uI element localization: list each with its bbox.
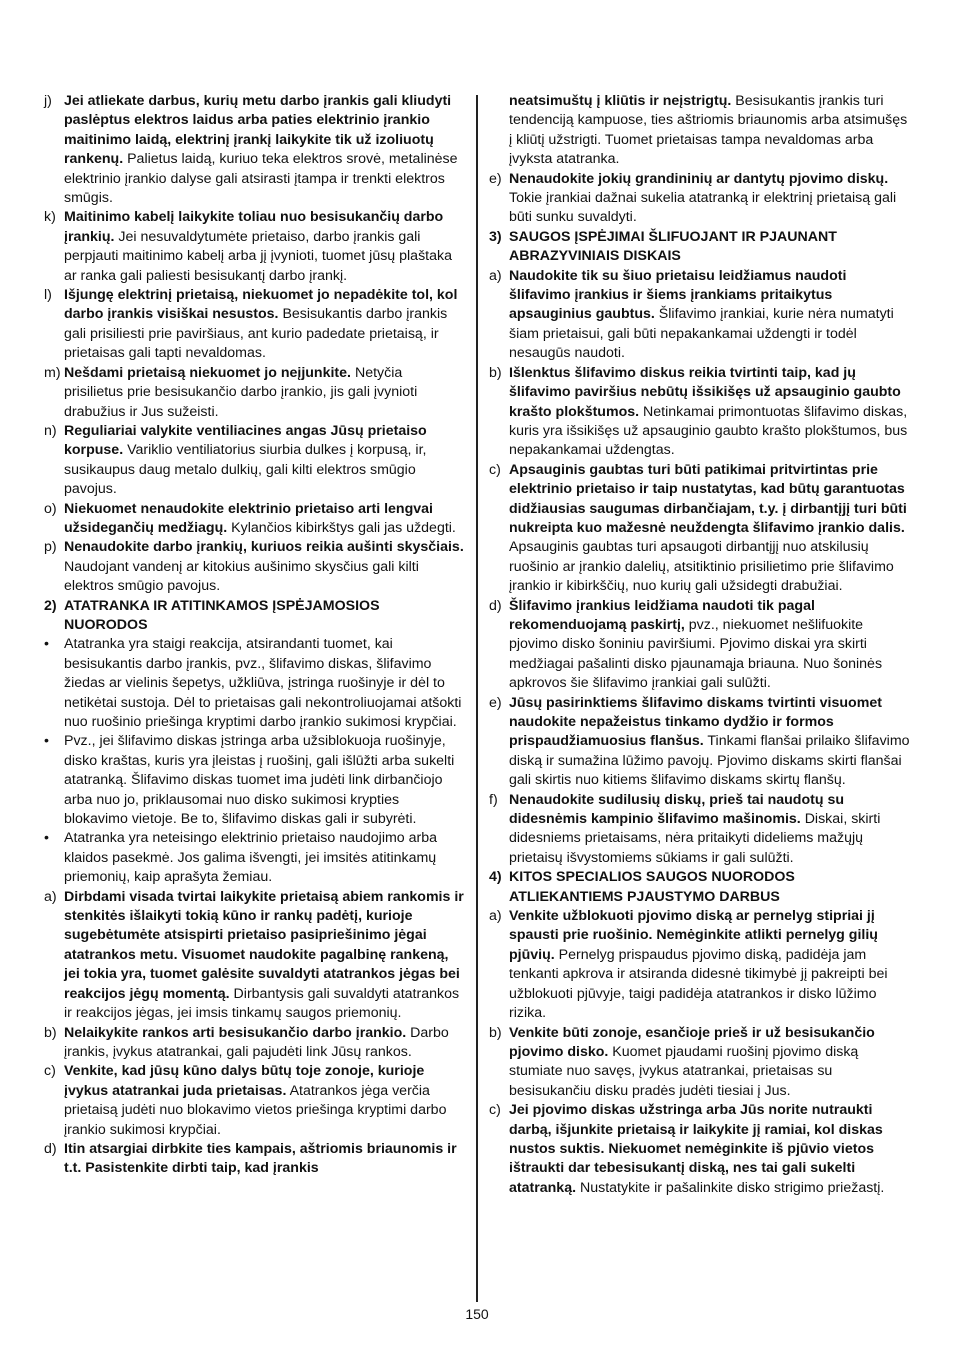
item-text: KITOS SPECIALIOS SAUGOS NUORODOS ATLIEKANTIEMS PJAUSTYMO DARBUS: [509, 869, 795, 905]
item-text: [64, 732, 464, 829]
explanation-text: Pernelyg prispaudus pjovimo diską, padidėja jam tenkanti apkrova ir atsiranda didesnė tikimybė jį pakreipti bei užblokuoti pjūvyje, taigi padidėja atatrankos ir disko lūžimo rizika.: [509, 946, 888, 1022]
section-heading: [489, 228, 911, 267]
item-text: [509, 907, 911, 1023]
item-text: [64, 286, 464, 364]
item-label: p): [44, 539, 57, 556]
list-item: [489, 364, 911, 461]
list-item: [489, 461, 911, 597]
bold-instruction: Jei pjovimo diskas užstringa arba Jūs norite nutraukti darbą, išjunkite prietaisą ir laikykite jį ramiai, kol diskas nustos suktis. Niekuomet nemėginkite iš pjūvio vietos ištraukti dar tebesisukantį diską, nes tai gali sukelti atatranką.: [509, 1102, 883, 1196]
item-text: [64, 1140, 464, 1179]
explanation-text: Besisukantis darbo įrankis gali prisiliesti prie paviršiaus, ant kurio padedate prietaisą, ir prietaisas gali tapti nevaldomas.: [64, 306, 448, 362]
item-label: •: [44, 636, 49, 653]
explanation-text: Nustatykite ir pašalinkite disko strigimo priežastį.: [579, 1179, 885, 1196]
item-text: [64, 1062, 464, 1140]
item-text: [64, 500, 464, 539]
left-column: [44, 92, 464, 1179]
bold-instruction: Jūsų pasirinktiems šlifavimo diskams tvirtinti visuomet naudokite nepažeistus tinkamo dydžio ir formos prispaudžiamuosius flanšus.: [509, 694, 882, 750]
explanation-text: Netyčia prisilietus prie besisukančio darbo įrankio, jis gali įvynioti drabužius ir Jus sužeisti.: [64, 364, 418, 420]
explanation-text: Pvz., jei šlifavimo diskas įstringa arba užsiblokuoja ruošinyje, disko kraštas, kuris yra įleistas į ruošinį, gali išlūžti arba sukelti atatranką. Šlifavimo diskas tuomet ima judėti link dirbančiojo arba nuo jo, priklausomai nuo disko sukimosi krypties blokavimo vietoje. Be to, šlifavimo diskas gali ir subyrėti.: [64, 733, 455, 828]
list-item: [489, 907, 911, 1023]
item-text: [509, 791, 911, 869]
explanation-text: Kylančios kibirkštys gali jas uždegti.: [231, 519, 456, 536]
list-item: [489, 597, 911, 694]
item-label: 4): [489, 869, 502, 886]
page-number: 150: [465, 1306, 489, 1322]
list-item: [44, 500, 464, 539]
explanation-text: Atatranka yra neteisingo elektrinio prietaiso naudojimo arba klaidos pasekmė. Jos galima išvengti, jei imsitės atitinkamų priemonių, kaip aprašyta žemiau.: [64, 830, 438, 886]
explanation-text: Darbo įrankis, įvykus atatrankai, gali pajudėti link Jūsų rankos.: [64, 1024, 449, 1060]
list-item: [44, 732, 464, 829]
item-text: SAUGOS ĮSPĖJIMAI ŠLIFUOJANT IR PJAUNANT ABRAZYVINIAIS DISKAIS: [509, 228, 837, 265]
explanation-text: Apsauginis gaubtas turi apsaugoti dirbantįjį nuo atskilusių ruošinio ar įrankio dalelių, atsitiktinio prisilietimo prie šlifavimo įrankio ir kibirkščių, nuo kurių gali užsidegti drabužiai.: [509, 539, 894, 595]
item-text: [509, 461, 911, 597]
item-text: [509, 694, 911, 791]
list-item: [489, 1024, 911, 1102]
item-label: e): [489, 170, 502, 187]
item-label: b): [489, 1024, 502, 1041]
item-label: l): [44, 287, 52, 304]
item-label: 3): [489, 228, 502, 245]
right-column: [489, 92, 911, 1198]
item-text: [509, 267, 911, 364]
bold-instruction: Apsauginis gaubtas turi būti patikimai pritvirtintas prie elektrinio prietaiso ir taip nustatytas, kad būtų garantuotas didžiausias saugumas dirbančiajam, t.y. į dirbantįjį turi būti nukreipta kuo mažesnė neuždengta šlifavimo įrankio dalis.: [509, 461, 907, 536]
list-item: [44, 208, 464, 286]
explanation-text: Kuomet pjaudami ruošinį pjovimo diską stumiate nuo savęs, įvykus atatrankai, prietaisas su besisukančiu disku pradės judėti tiesiai į Jus.: [509, 1043, 859, 1099]
item-text: [64, 635, 464, 732]
item-label: c): [489, 1102, 501, 1119]
item-label: j): [44, 93, 52, 109]
bold-instruction: Šlifavimo įrankius leidžiama naudoti tik pagal rekomenduojamą paskirtį,: [509, 597, 815, 633]
item-label: o): [44, 500, 57, 517]
item-label: b): [44, 1024, 57, 1041]
explanation-text: Diskai, skirti didesniems prietaisams, nėra pritaikyti dideliems mažųjų prietaisų išvystomiems sūkiams ir gali sulūžti.: [509, 811, 881, 866]
list-item: [489, 92, 911, 170]
bold-instruction: Niekuomet nenaudokite elektrinio prietaiso arti lengvai užsidegančių medžiagų.: [64, 500, 433, 536]
item-label: a): [44, 888, 57, 905]
item-label: a): [489, 908, 502, 925]
explanation-text: Tokie įrankiai dažnai sukelia atatranką ir elektrinį prietaisą gali būti sunku suvaldyti.: [509, 190, 897, 226]
list-item: [44, 635, 464, 732]
bold-instruction: Jei atliekate darbus, kurių metu darbo įrankis gali kliudyti paslėptus elektros laidus arba paties elektrinio įrankio maitinimo laidą, elektrinį įrankį laikykite tik už izoliuotų rankenų.: [64, 93, 452, 168]
bold-instruction: Venkite būti zonoje, esančioje prieš ir už besisukančio pjovimo disko.: [509, 1024, 875, 1060]
list-item: [44, 1024, 464, 1063]
section-heading: [489, 868, 911, 907]
item-text: [509, 170, 911, 228]
list-item: [44, 364, 464, 422]
explanation-text: Netinkamai primontuotas šlifavimo diskas, kuris yra išsikišęs už apsauginio gaubto krašto plokštumos, bus nepakankamai uždengtas.: [509, 403, 908, 459]
bold-instruction: Nenaudokite sudilusių diskų, prieš tai naudotų su didesnėmis kampinio šlifavimo mašinomis.: [509, 791, 845, 828]
item-label: k): [44, 209, 56, 226]
list-item: [44, 1062, 464, 1140]
item-text: [64, 422, 464, 500]
item-text: [64, 538, 464, 596]
item-text: [509, 92, 911, 170]
item-text: [64, 829, 464, 887]
bold-instruction: Išjungę elektrinį prietaisą, niekuomet jo nepadėkite tol, kol darbo įrankis visiškai nesustos.: [64, 287, 458, 323]
item-text: ATATRANKA IR ATITINKAMOS ĮSPĖJAMOSIOS NUORODOS: [64, 597, 380, 633]
bold-instruction: Išlenktus šlifavimo diskus reikia tvirtinti taip, kad jų šlifavimo paviršius nebūtų išsikišęs už apsauginio gaubto krašto plokštumos.: [509, 364, 901, 420]
list-item: [489, 1101, 911, 1198]
list-item: [489, 791, 911, 869]
item-label: d): [489, 597, 502, 614]
list-item: [44, 422, 464, 500]
item-label: •: [44, 733, 49, 750]
item-text: [64, 364, 464, 422]
item-label: a): [489, 267, 502, 284]
list-item: [44, 286, 464, 364]
explanation-text: Atatrankos jėga verčia prietaisą judėti nuo blokavimo vietos priešinga kryptimi darbo įrankio sukimosi krypčiai.: [64, 1082, 447, 1138]
list-item: [489, 170, 911, 228]
item-label: e): [489, 694, 502, 711]
bold-instruction: Reguliariai valykite ventiliacines angas Jūsų prietaiso korpuse.: [64, 422, 427, 459]
item-label: n): [44, 422, 57, 439]
list-item: [489, 694, 911, 791]
explanation-text: Palietus laidą, kuriuo teka elektros srovė, metalinėse elektrinio įrankio dalyse gali atsirasti įtampa ir trenkti elektros smūgis.: [64, 151, 458, 207]
item-text: [509, 1024, 911, 1102]
bold-instruction: Nenaudokite jokių grandininių ar dantytų pjovimo diskų.: [509, 170, 889, 187]
bold-instruction: Dirbdami visada tvirtai laikykite prietaisą abiem rankomis ir stenkitės išlaikyti tokią kūno ir rankų padėtį, kurioje sugebėtumėte atsispirti prietaiso pasipriešinimo jėgai atatrankos metu. Visuomet naudokite pagalbinę rankeną, jei tokia yra, tuomet galėsite suvaldyti atatrankos jėgas bei reakcijos jėgų momentą.: [64, 888, 464, 1002]
list-item: [44, 1140, 464, 1179]
bold-instruction: Nenaudokite darbo įrankių, kuriuos reikia aušinti skysčiais.: [64, 539, 464, 556]
bold-instruction: Itin atsargiai dirbkite ties kampais, aštriomis briaunomis ir t.t. Pasistenkite dirbti taip, kad įrankis: [64, 1140, 457, 1177]
item-label: b): [489, 364, 502, 381]
section-heading: [44, 597, 464, 636]
bold-instruction: Naudokite tik su šiuo prietaisu leidžiamus naudoti šlifavimo įrankius ir šiems įrankiams pritaikytus apsauginius gaubtus.: [509, 267, 847, 323]
explanation-text: Tinkami flanšai prilaiko šlifavimo diską ir sumažina lūžimo pavojų. Pjovimo diskams skirti flanšai gali skirtis nuo kitiems šlifavimo diskams skirtų flanšų.: [509, 733, 910, 789]
explanation-text: pvz., niekuomet nešlifuokite pjovimo disko šoniniu paviršiumi. Pjovimo diskai yra skirti medžiagai pašalinti disko pjaunamąja briauna. Nuo šoninės apkrovos šie šlifavimo įrankiai gali sulūžti.: [509, 616, 883, 692]
bold-instruction: Venkite užblokuoti pjovimo diską ar pernelyg stipriai jį spausti prie ruošinio. Nemėginkite atlikti pernelyg gilių pjūvių.: [509, 908, 878, 963]
item-text: [64, 1024, 464, 1063]
list-item: [44, 92, 464, 208]
explanation-text: Naudojant vandenį ar kitokius aušinimo skysčius gali kilti elektros smūgio pavojus.: [64, 558, 419, 595]
bold-instruction: Venkite, kad jūsų kūno dalys būtų toje zonoje, kurioje įvykus atatrankai juda prietaisas.: [64, 1063, 425, 1099]
column-divider: [476, 95, 478, 1302]
explanation-text: Jei nesuvaldytumėte prietaiso, darbo įrankis gali perpjauti maitinimo kabelį arba jį įvynioti, tuomet jūsų plaštaka ar ranka gali paliesti besisukantį darbo įrankį.: [64, 228, 452, 284]
bold-instruction: neatsimuštų į kliūtis ir neįstrigtų.: [509, 93, 732, 109]
explanation-text: Atatranka yra staigi reakcija, atsirandanti tuomet, kai besisukantis darbo įrankis, pvz., šlifavimo diskas, šlifavimo žiedas ar vielinis šepetys, užkliūva, įstringa ruošinyje ir dėl to netikėtai sustoja. Dėl to prietaisas gali nekontroliuojamai atšokti nuo ruošinio priešinga kryptimi darbo įrankio sukimosi krypčiai.: [64, 636, 462, 730]
explanation-text: Besisukantis įrankis turi tendenciją kampuose, ties aštriomis briaunomis arba atsimušęs į kliūtį užstrigti. Tuomet prietaisas tampa nevaldomas arba įvyksta atatranka.: [509, 93, 908, 168]
list-item: [489, 267, 911, 364]
item-text: [509, 364, 911, 461]
list-item: [44, 829, 464, 887]
item-label: 2): [44, 597, 57, 614]
item-label: m): [44, 364, 61, 381]
explanation-text: Dirbantysis gali suvaldyti atatrankos ir reakcijos jėgas, jei imsis tinkamų saugos priemonių.: [64, 985, 460, 1022]
item-label: d): [44, 1140, 57, 1157]
explanation-text: Šlifavimo įrankiai, kurie nėra numatyti šiam prietaisui, gali būti nepakankamai uždengti ir todėl nesaugūs naudoti.: [509, 306, 894, 362]
item-text: [509, 597, 911, 694]
item-text: [509, 1101, 911, 1198]
item-text: [64, 208, 464, 286]
bold-instruction: Nešdami prietaisą niekuomet jo neįjunkite.: [64, 364, 351, 381]
bold-instruction: Nelaikykite rankos arti besisukančio darbo įrankio.: [64, 1024, 407, 1041]
list-item: [44, 538, 464, 596]
explanation-text: Variklio ventiliatorius siurbia dulkes į korpusą, ir, susikaupus daug metalo dulkių, gali kilti elektros smūgio pavojus.: [64, 442, 427, 498]
item-label: f): [489, 791, 498, 808]
item-text: [64, 888, 464, 1024]
item-label: c): [44, 1063, 56, 1080]
list-item: [44, 888, 464, 1024]
item-text: [64, 92, 464, 208]
bold-instruction: Maitinimo kabelį laikykite toliau nuo besisukančių darbo įrankių.: [64, 209, 444, 245]
item-label: c): [489, 461, 501, 478]
item-label: •: [44, 830, 49, 847]
